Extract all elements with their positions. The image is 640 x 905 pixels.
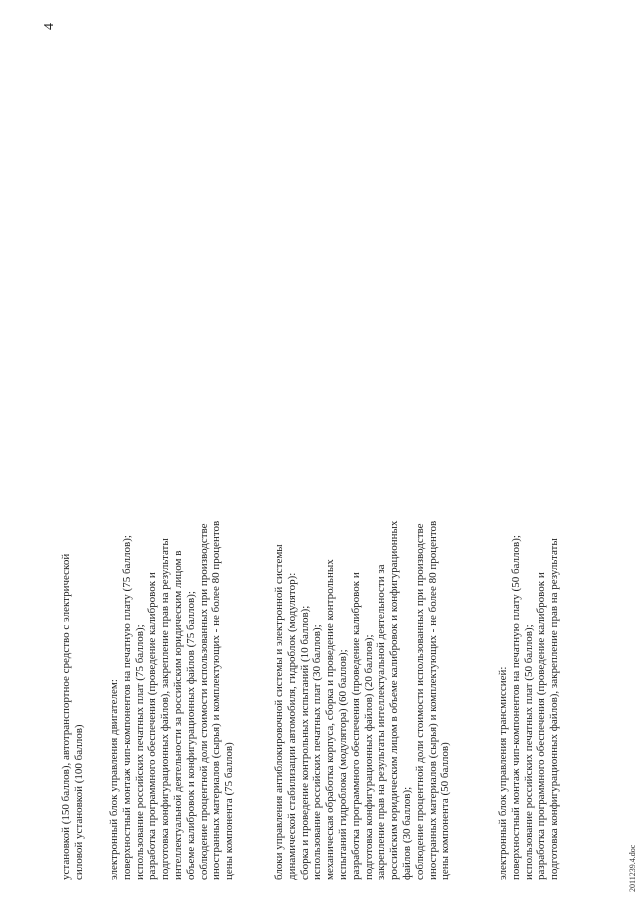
text-line: подготовка конфигурационных файлов), закрепление прав на результаты [159,538,172,880]
text-line: объеме калибровок и конфигурационных файлов (75 баллов); [184,591,197,880]
text-line: подготовка конфигурационных файлов), закрепление прав на результаты [548,538,561,880]
text-line: использование российских печатных плат (30 баллов); [311,624,324,880]
text-line: иностранных материалов (сырья) и комплектующих - не более 80 процентов [210,520,223,880]
text-line: цены компонента (50 баллов) [439,742,452,880]
footer-filename: 2011239.4.doc [628,844,637,892]
text-line: поверхностный монтаж чип-компонентов на печатную плату (75 баллов); [120,535,133,880]
page-number: 4 [42,23,57,30]
text-line: интеллектуальной деятельности за российским юридическим лицом в [171,550,184,880]
text-line: сборка и проведение контрольных испытаний (10 баллов); [298,605,311,880]
text-line: динамической стабилизации автомобиля, гидроблок (модулятор): [285,572,298,880]
paragraph-transmission-ecu [497,535,561,880]
text-line: электронный блок управления двигателем: [108,679,120,880]
text-line: блоки управления антиблокировочной системы и электронной системы [273,544,285,880]
paragraph-engine-ecu [108,521,236,880]
text-line: соблюдение процентной доли стоимости использованных при производстве [197,523,210,880]
text-line: использование российских печатных плат (50 баллов); [522,624,535,880]
text-line: российским юридическим лицом в объеме калибровок и конфигурационных [388,520,401,880]
text-line: испытаний гидроблока (модулятора) (60 баллов); [336,649,349,880]
text-line: разработка программного обеспечения (проведение калибровок и [535,572,548,880]
paragraph-vehicle-power [60,554,86,880]
paragraph-abs-esc [273,521,452,880]
text-line: поверхностный монтаж чип-компонентов на печатную плату (50 баллов); [509,535,522,880]
rotated-text-area [42,20,580,880]
text-line: разработка программного обеспечения (проведение калибровок и [146,572,159,880]
text-line: цены компонента (75 баллов) [223,742,236,880]
text-line: подготовка конфигурационных файлов) (20 баллов); [362,634,375,880]
text-line: силовой установкой (100 баллов) [72,724,85,880]
text-line: использование российских печатных плат (75 баллов); [133,624,146,880]
text-line: иностранных материалов (сырья) и комплектующих - не более 80 процентов [426,520,439,880]
text-line: установкой (150 баллов), автотранспортное средство с электрической [60,553,72,880]
text-line: электронный блок управления трансмиссией: [497,666,509,880]
text-line: закрепление прав на результаты интеллектуальной деятельности за [375,564,388,880]
text-line: механическая обработка корпуса, сборка и проведение контрольных [324,559,337,880]
text-line: файлов (30 баллов); [400,786,413,880]
text-line: разработка программного обеспечения (проведение калибровок и [349,572,362,880]
text-line: соблюдение процентной доли стоимости использованных при производстве [413,523,426,880]
